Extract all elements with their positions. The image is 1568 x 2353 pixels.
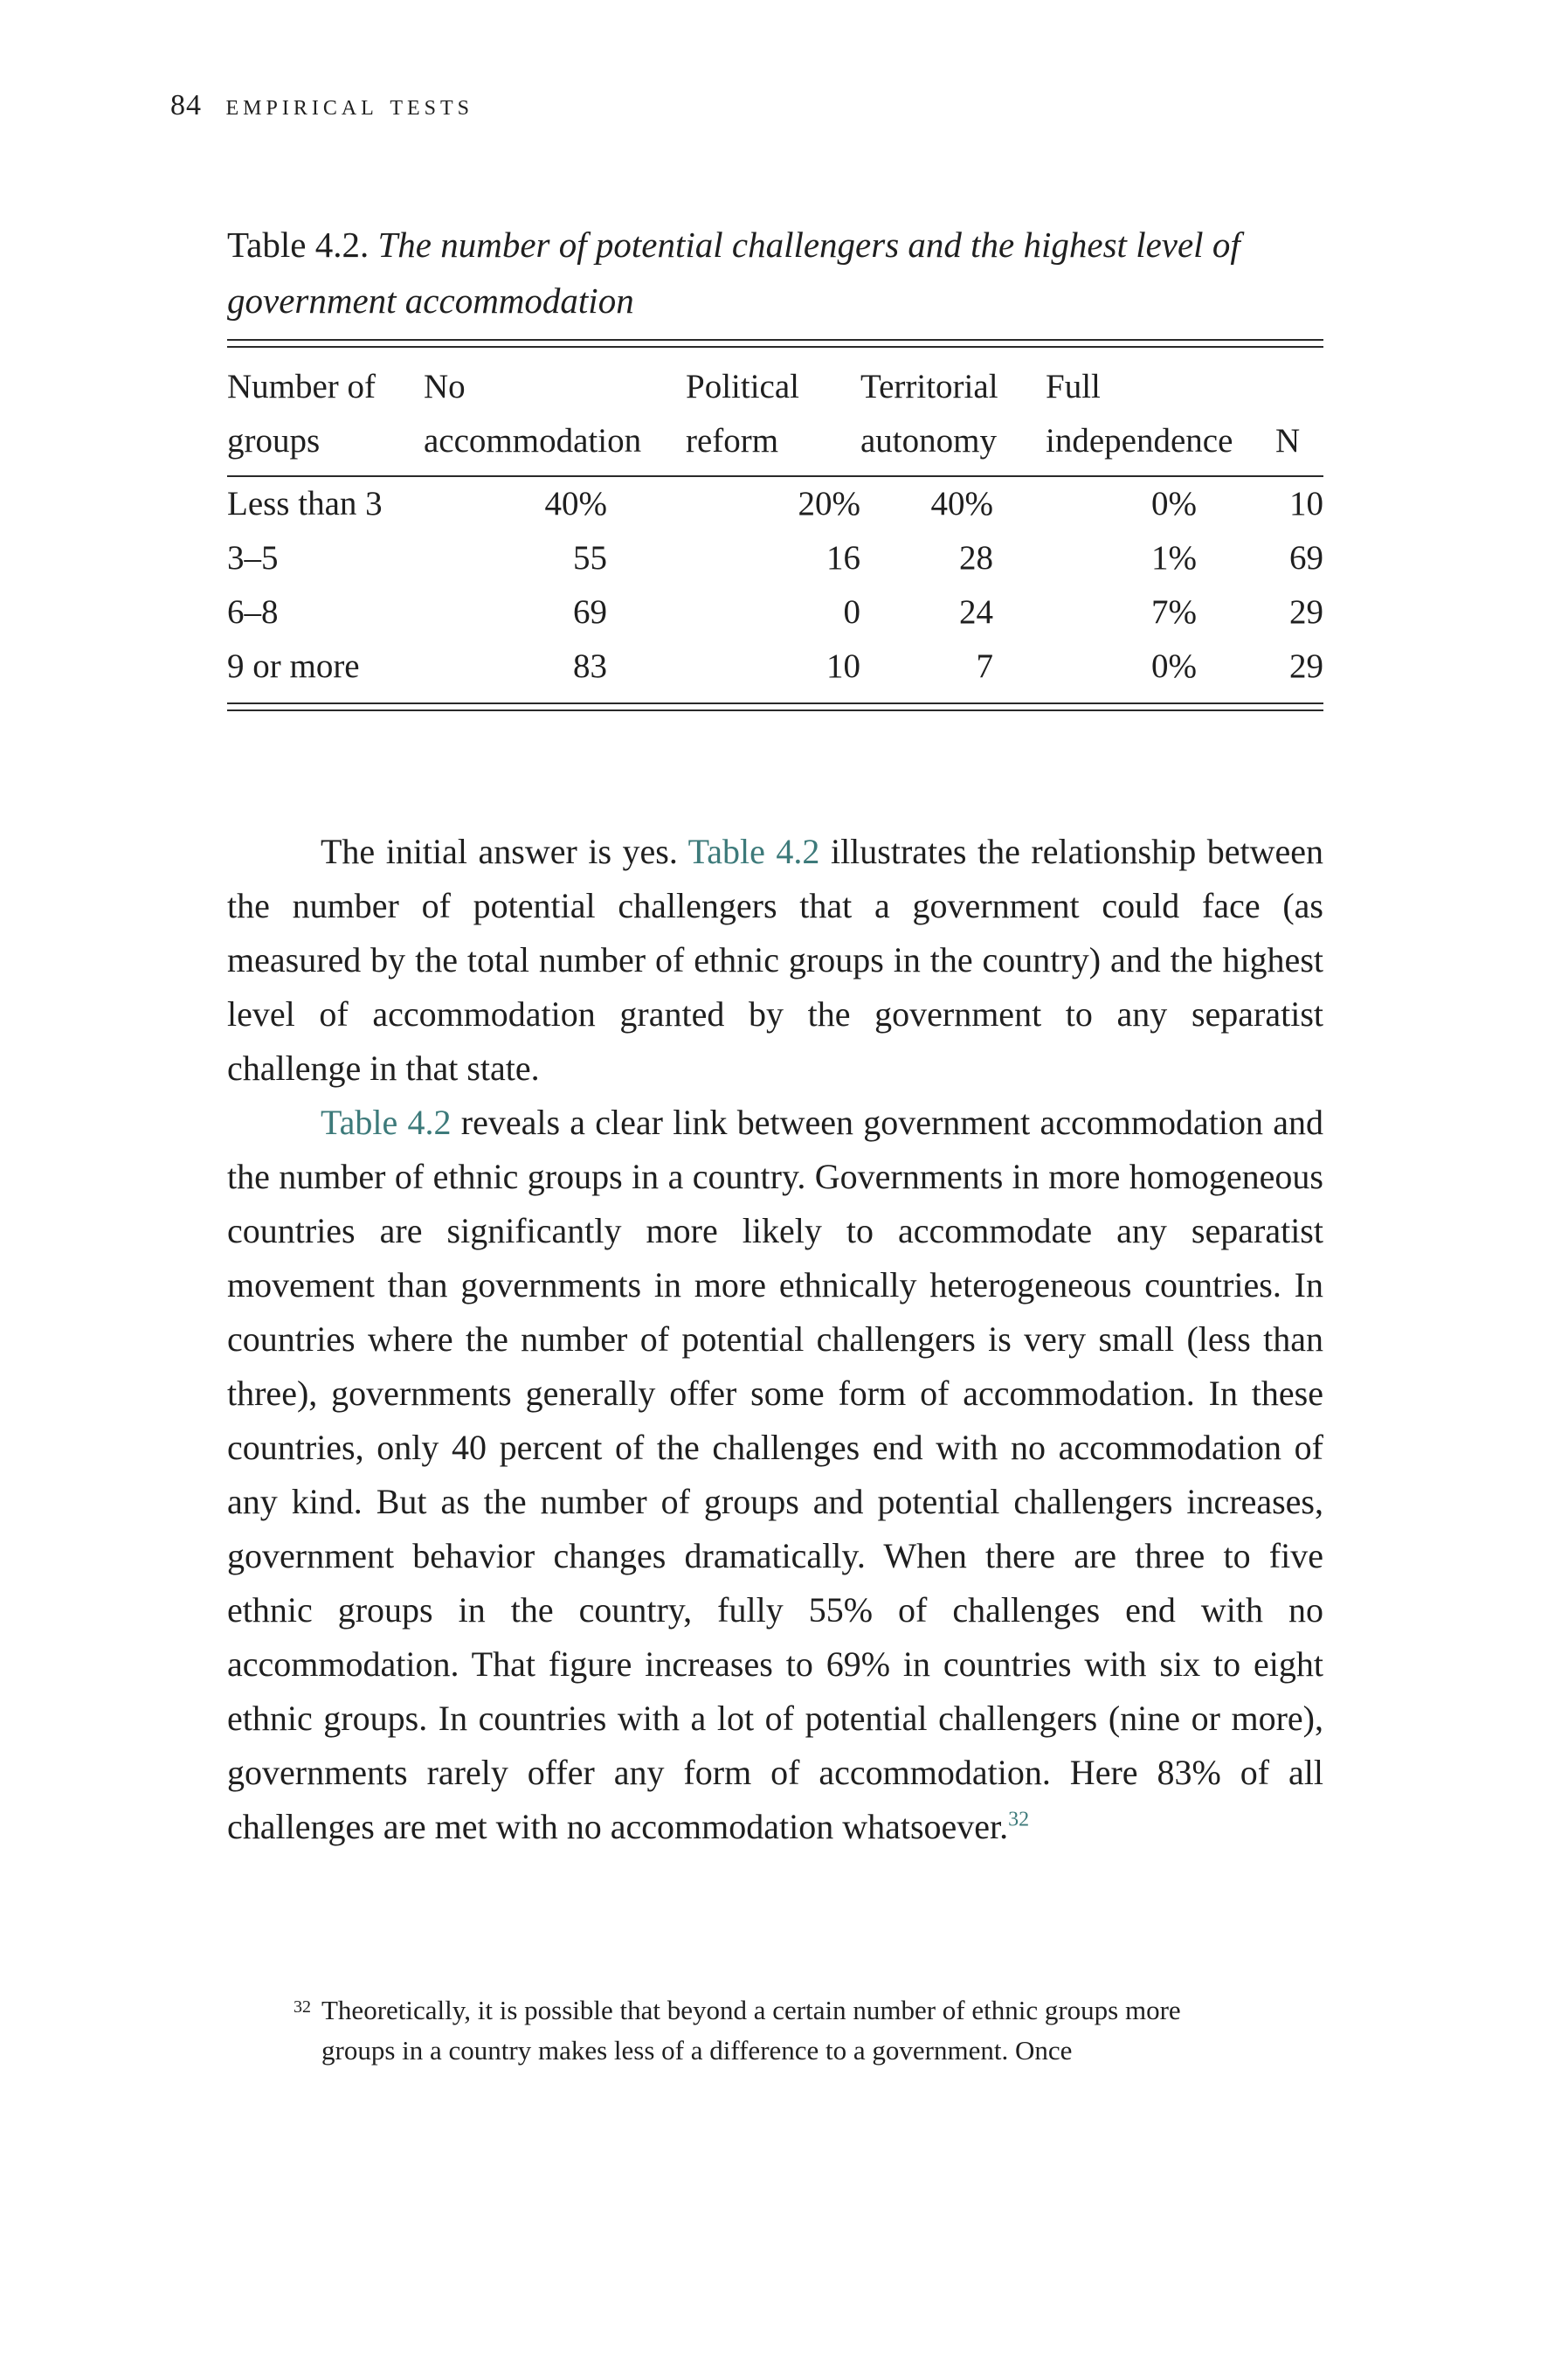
body-text <box>227 825 1323 1854</box>
table-top-rule <box>227 339 1323 348</box>
table-cell: 7 <box>976 647 993 685</box>
table-cell: 29 <box>1289 593 1323 631</box>
column-header: Territorial autonomy <box>860 368 998 460</box>
column-header: N <box>1275 422 1301 460</box>
table-cell: 40% <box>544 485 607 523</box>
footnote-number: 32 <box>294 1997 311 2017</box>
table-cell: 83 <box>573 647 607 685</box>
table-row <box>227 585 1323 640</box>
table-cell: 69 <box>573 593 607 631</box>
data-table <box>227 348 1323 702</box>
table-header-row <box>227 348 1323 475</box>
table-reference-link[interactable]: Table 4.2 <box>687 832 820 871</box>
table-row <box>227 531 1323 585</box>
table-cell: 10 <box>826 647 860 685</box>
table-cell: 40% <box>930 485 993 523</box>
table-cell: 6–8 <box>227 593 279 631</box>
table-cell: 55 <box>573 539 607 577</box>
footnote-text: Theoretically, it is possible that beyond a certain number of ethnic groups more groups in a country makes less of a difference to a government. Once <box>321 1995 1181 2066</box>
table-cell: 69 <box>1289 539 1323 577</box>
table-bottom-rule <box>227 702 1323 711</box>
paragraph: Table 4.2 reveals a clear link between government accommodation and the number of ethnic groups in a country. Governments in more homogeneous countries are significantly more likely to accommodate any separatist movement than governments in more ethnically heterogeneous countries. In countries where the number of potential challengers is very small (less than three), governments generally offer some form of accommodation. In these countries, only 40 percent of the challenges end with no accommodation of any kind. But as the number of groups and potential challengers increases, government behavior changes dramatically. When there are three to five ethnic groups in the country, fully 55% of challenges end with no accommodation. That figure increases to 69% in countries with six to eight ethnic groups. In countries with a lot of potential challengers (nine or more), governments rarely offer any form of accommodation. Here 83% of all challenges are met with no accommodation whatsoever.$^{32}$ <box>227 1103 1323 1846</box>
table-cell: 0% <box>1151 647 1197 685</box>
table-cell: 9 or more <box>227 647 360 685</box>
table-row <box>227 477 1323 531</box>
table-cell: 1% <box>1151 539 1197 577</box>
table-cell: 3–5 <box>227 539 279 577</box>
page-number: 84 <box>170 89 202 121</box>
column-header: Political reform <box>686 368 799 460</box>
table-cell: 0% <box>1151 485 1197 523</box>
running-head <box>170 89 473 122</box>
column-header: Full independence <box>1046 368 1233 460</box>
table-cell: 10 <box>1289 485 1323 523</box>
table-cell: 7% <box>1151 593 1197 631</box>
table-title: The number of potential challengers and the highest level of government accommodation <box>227 225 1240 321</box>
running-title: empirical tests <box>225 89 474 121</box>
table-cell: 24 <box>959 593 993 631</box>
table-cell: 28 <box>959 539 993 577</box>
table-row <box>227 640 1323 702</box>
table-cell: 0 <box>843 593 860 631</box>
table-label: Table 4.2. <box>227 225 370 265</box>
table-cell: 20% <box>798 485 860 523</box>
data-table-block <box>227 339 1323 711</box>
footnote <box>294 1990 1247 2071</box>
table-caption <box>227 217 1337 329</box>
table-cell: Less than 3 <box>227 485 383 523</box>
footnote-reference-link[interactable]: 32 <box>1008 1808 1030 1831</box>
table-reference-link[interactable]: Table 4.2 <box>321 1103 452 1142</box>
column-header: Number of groups <box>227 368 376 460</box>
column-header: No accommodation <box>424 368 642 460</box>
paragraph: The initial answer is yes. Table 4.2 illustrates the relationship between the number of potential challengers that a government could face (as measured by the total number of ethnic groups in the country) and the highest level of accommodation granted by the government to any separatist challenge in that state. <box>227 832 1323 1088</box>
table-cell: 29 <box>1289 647 1323 685</box>
table-cell: 16 <box>826 539 860 577</box>
